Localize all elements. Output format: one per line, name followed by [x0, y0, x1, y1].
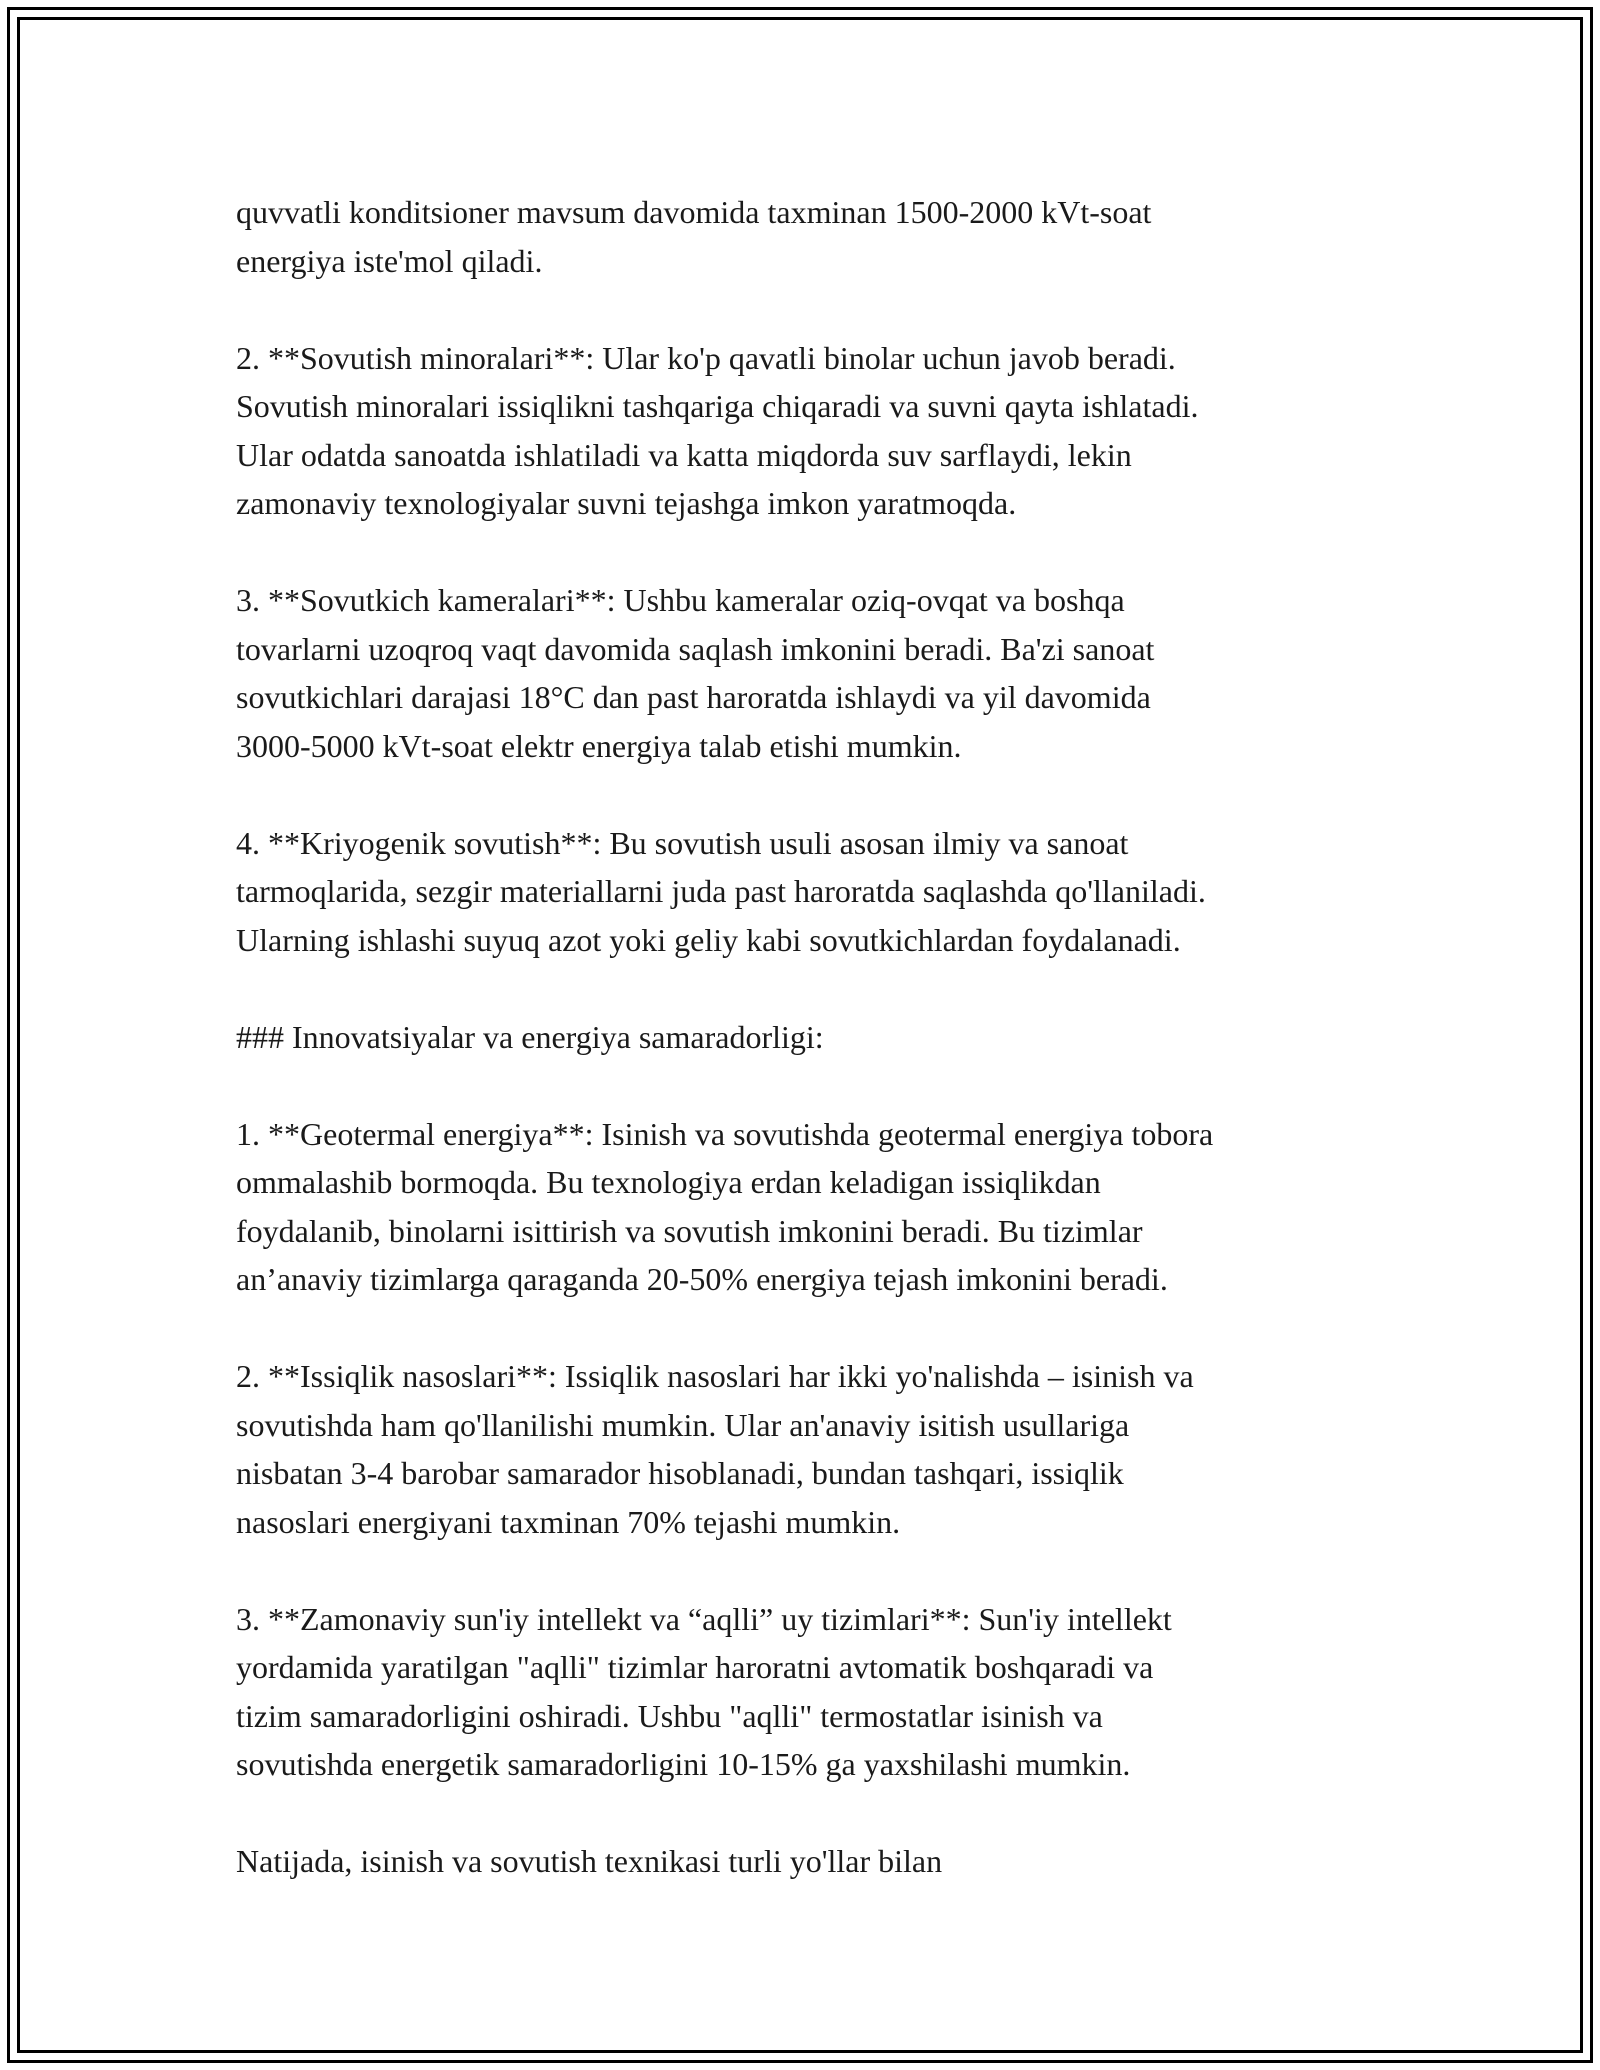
paragraph-smart-home-systems: 3. **Zamonaviy sun'iy intellekt va “aqlli” uy tizimlari**: Sun'iy intellekt yordamida yaratilgan "aqlli" tizimlar haroratni avtomatik boshqaradi va tizim samaradorligini oshiradi. Ushbu "aqlli" termostatlar isinish va sovutishda energetik samaradorligini 10-15% ga yaxshilashi mumkin.: [236, 1600, 1172, 1782]
paragraph-cryogenic-cooling: 4. **Kriyogenik sovutish**: Bu sovutish usuli asosan ilmiy va sanoat tarmoqlarida, sezgir materiallarni juda past haroratda saqlashda qo'llaniladi. Ularning ishlashi suyuq azot yoki geliy kabi sovutkichlardan foydalanadi.: [236, 824, 1206, 958]
paragraph-heat-pumps: 2. **Issiqlik nasoslari**: Issiqlik nasoslari har ikki yo'nalishda – isinish va sovutishda ham qo'llanilishi mumkin. Ular an'anaviy isitish usullariga nisbatan 3-4 barobar samarador hisoblanadi, bundan tashqari, issiqlik nasoslari energiyani taxminan 70% tejashi mumkin.: [236, 1358, 1194, 1540]
document-body: [236, 188, 1386, 1886]
paragraph-conclusion: Natijada, isinish va sovutish texnikasi turli yo'llar bilan: [236, 1843, 943, 1879]
paragraph-geothermal-energy: 1. **Geotermal energiya**: Isinish va sovutishda geotermal energiya tobora ommalashib bormoqda. Bu texnologiya erdan keladigan issiqlikdan foydalanib, binolarni isittirish va sovutish imkonini beradi. Bu tizimlar an’anaviy tizimlarga qaraganda 20-50% energiya tejash imkonini beradi.: [236, 1115, 1214, 1297]
paragraph-cooling-chambers: 3. **Sovutkich kameralari**: Ushbu kameralar oziq-ovqat va boshqa tovarlarni uzoqroq vaqt davomida saqlash imkonini beradi. Ba'zi sanoat sovutkichlari darajasi 18°C dan past haroratda ishlaydi va yil davomida 3000-5000 kVt-soat elektr energiya talab etishi mumkin.: [236, 582, 1155, 764]
section-heading-innovations: ### Innovatsiyalar va energiya samaradorligi:: [236, 1018, 824, 1055]
paragraph-cooling-towers: 2. **Sovutish minoralari**: Ular ko'p qavatli binolar uchun javob beradi. Sovutish minoralari issiqlikni tashqariga chiqaradi va suvni qayta ishlatadi. Ular odatda sanoatda ishlatiladi va katta miqdorda suv sarflaydi, lekin zamonaviy texnologiyalar suvni tejashga imkon yaratmoqda.: [236, 339, 1199, 521]
paragraph-air-conditioner-continuation: quvvatli konditsioner mavsum davomida taxminan 1500-2000 kVt-soat energiya iste'mol qiladi.: [236, 194, 1152, 279]
